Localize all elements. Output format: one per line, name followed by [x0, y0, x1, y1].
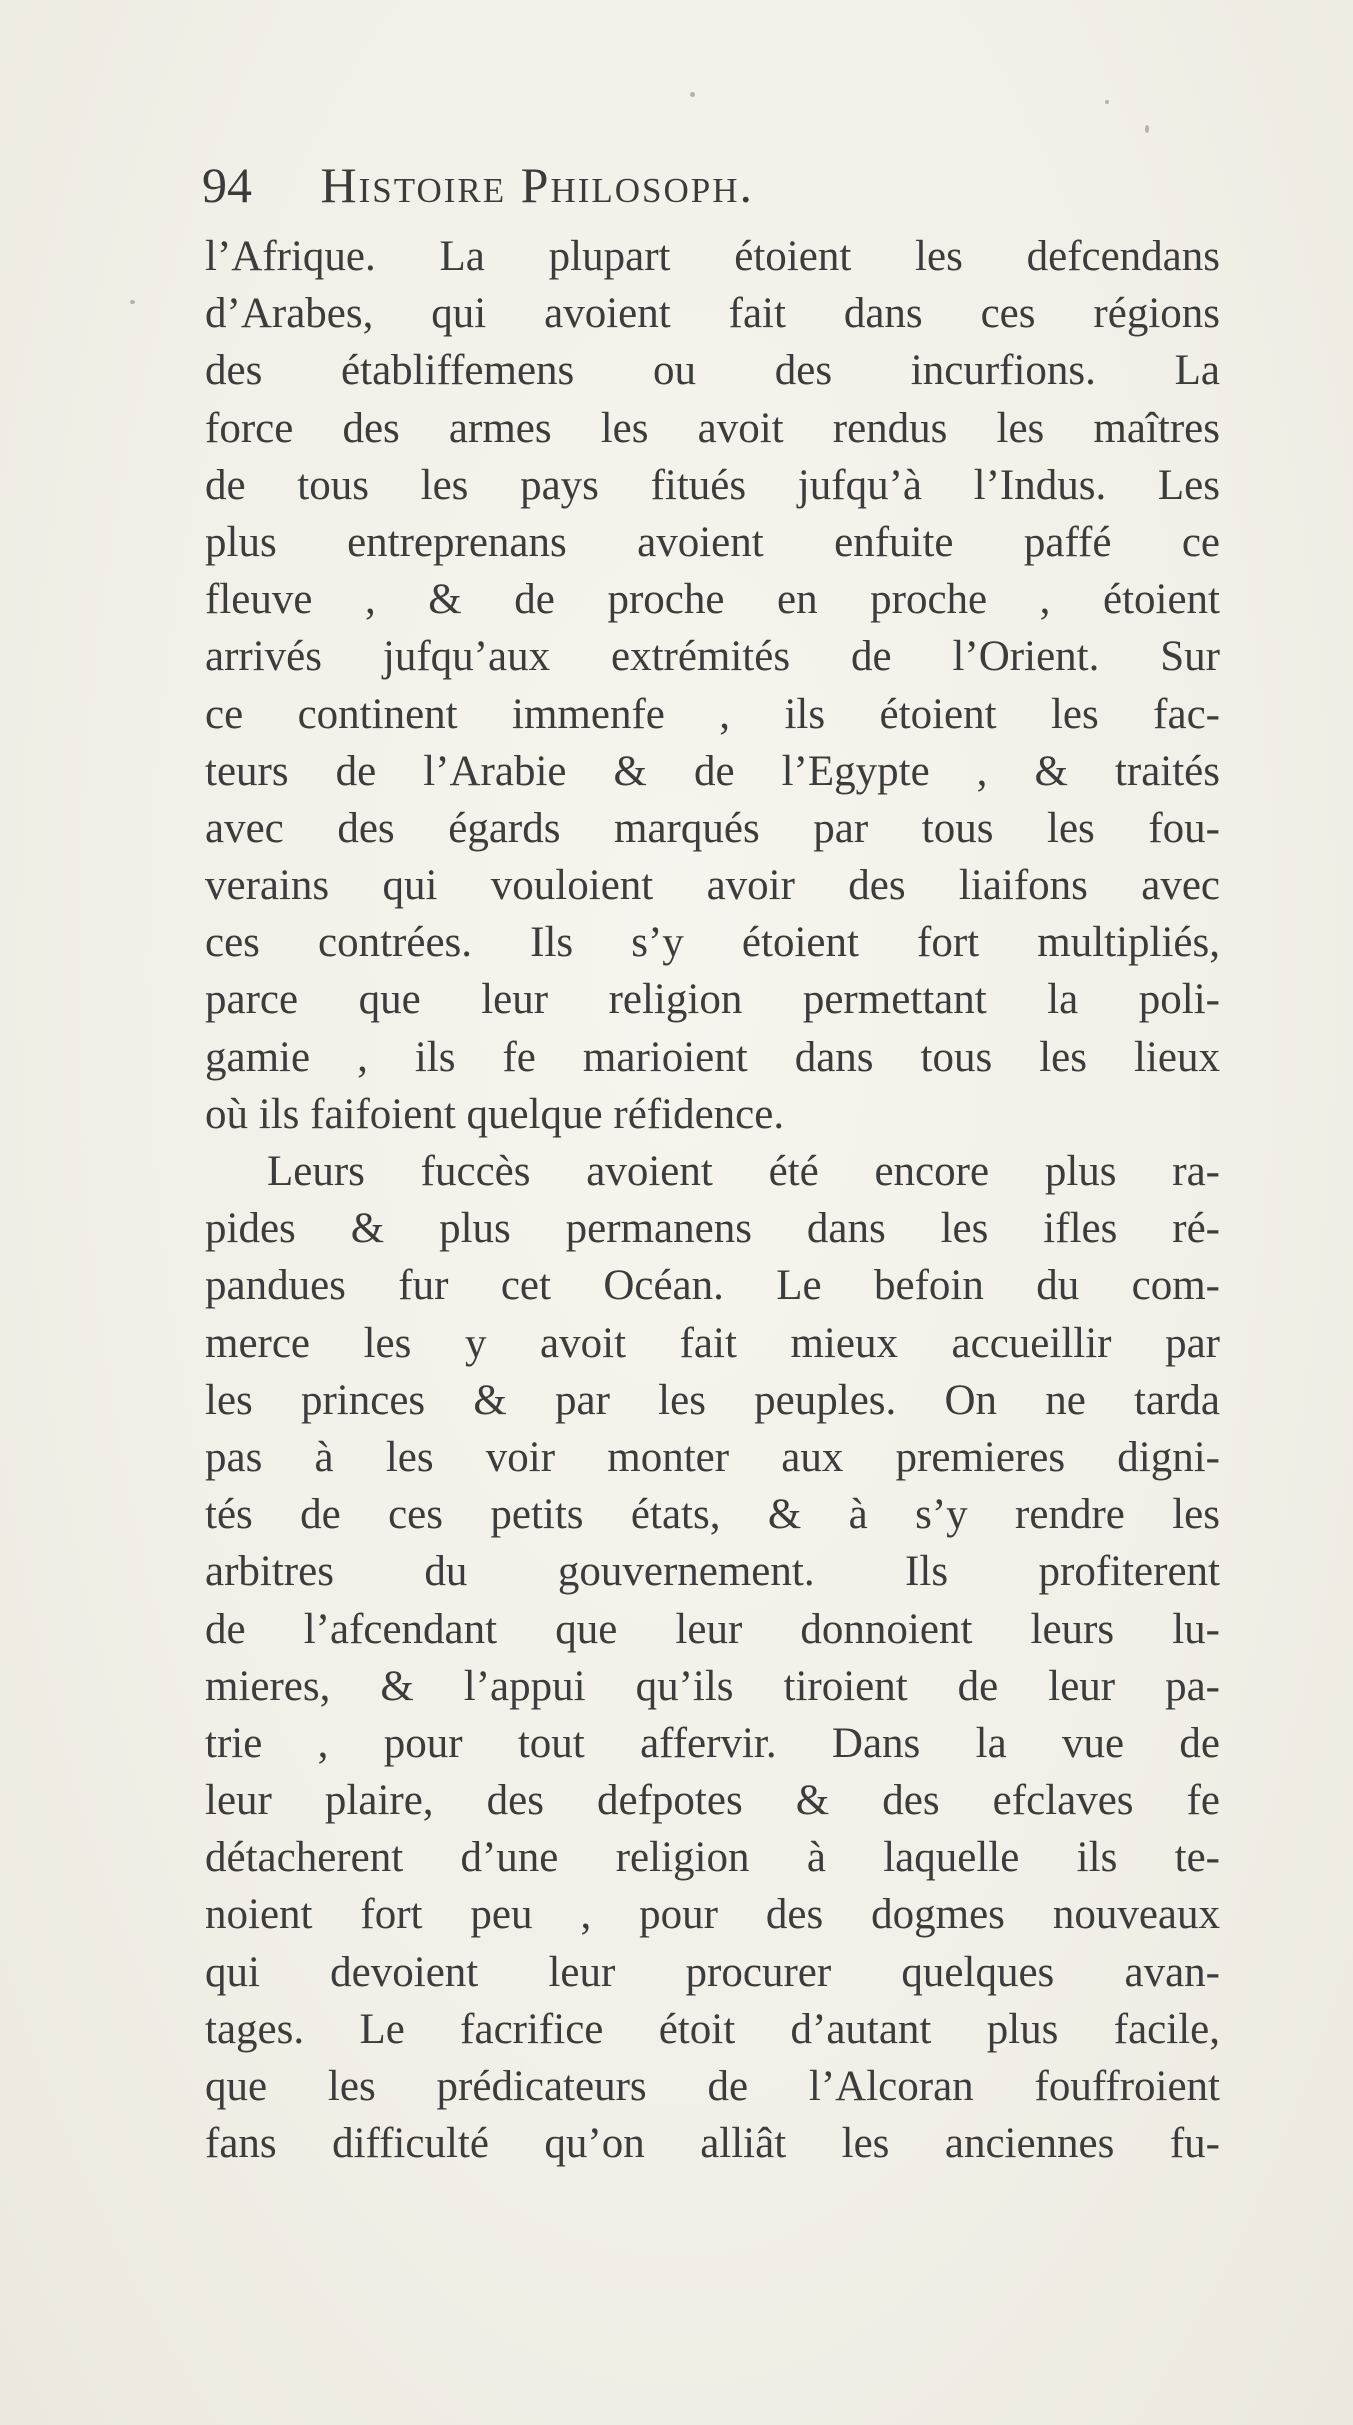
text-line: l’Afrique. La plupart étoient les defcendans	[205, 233, 1220, 280]
text-line: plus entreprenans avoient enfuite paffé ce	[205, 518, 1220, 566]
text-line: détacherent d’une religion à laquelle ils te-	[205, 1834, 1220, 1882]
paragraph	[205, 1143, 1220, 2172]
text-line: merce les y avoit fait mieux accueillir par	[205, 1319, 1220, 1367]
page-header	[202, 150, 1212, 220]
text-line: d’Arabes, qui avoient fait dans ces régions	[205, 290, 1220, 338]
text-line: pas à les voir monter aux premieres digni-	[205, 1433, 1220, 1481]
text-line: leur plaire, des defpotes & des efclaves fe	[205, 1777, 1220, 1825]
text-line: fans difficulté qu’on alliât les anciennes fu-	[205, 2120, 1220, 2168]
text-line: arbitres du gouvernement. Ils profiterent	[205, 1548, 1220, 1596]
paragraph	[205, 228, 1220, 1143]
text-line: des établiffemens ou des incurfions. La	[205, 347, 1220, 395]
ink-speck	[1105, 100, 1109, 104]
text-line: verains qui vouloient avoir des liaifons avec	[205, 862, 1220, 910]
text-line: tés de ces petits états, & à s’y rendre les	[205, 1491, 1220, 1539]
text-line: pandues fur cet Océan. Le befoin du com-	[205, 1262, 1220, 1310]
body-text	[205, 228, 1220, 2172]
text-line: noient fort peu , pour des dogmes nouveaux	[205, 1891, 1220, 1939]
text-line: fleuve , & de proche en proche , étoient	[205, 576, 1220, 624]
text-line: de tous les pays fitués jufqu’à l’Indus. Les	[205, 461, 1220, 509]
text-line: avec des égards marqués par tous les fou-	[205, 804, 1220, 852]
text-line: gamie , ils fe marioient dans tous les lieux	[205, 1033, 1220, 1081]
text-line: ce continent immenfe , ils étoient les fac-	[205, 690, 1220, 738]
text-line: pides & plus permanens dans les ifles ré-	[205, 1205, 1220, 1253]
text-line: qui devoient leur procurer quelques avan-	[205, 1948, 1220, 1996]
text-line: teurs de l’Arabie & de l’Egypte , & traités	[205, 747, 1220, 795]
text-line: mieres, & l’appui qu’ils tiroient de leur pa-	[205, 1662, 1220, 1710]
text-line: où ils faifoient quelque réfidence.	[205, 1090, 785, 1138]
ink-speck	[1145, 125, 1149, 133]
ink-speck	[130, 300, 135, 304]
text-line: que les prédicateurs de l’Alcoran fouffroient	[205, 2063, 1220, 2110]
text-line: tages. Le facrifice étoit d’autant plus facile,	[205, 2005, 1220, 2053]
text-line: arrivés jufqu’aux extrémités de l’Orient. Sur	[205, 633, 1220, 681]
text-line: trie , pour tout affervir. Dans la vue de	[205, 1719, 1220, 1767]
text-line: force des armes les avoit rendus les maîtres	[205, 404, 1220, 452]
text-line: les princes & par les peuples. On ne tarda	[205, 1376, 1220, 1424]
text-line: de l’afcendant que leur donnoient leurs lu-	[205, 1605, 1220, 1653]
ink-speck	[690, 92, 695, 97]
text-line: Leurs fuccès avoient été encore plus ra-	[267, 1148, 1220, 1195]
text-line: parce que leur religion permettant la poli-	[205, 976, 1220, 1024]
page-number: 94	[202, 157, 252, 213]
text-line: ces contrées. Ils s’y étoient fort multipliés,	[205, 919, 1220, 967]
running-title: Histoire Philosoph.	[320, 157, 755, 213]
